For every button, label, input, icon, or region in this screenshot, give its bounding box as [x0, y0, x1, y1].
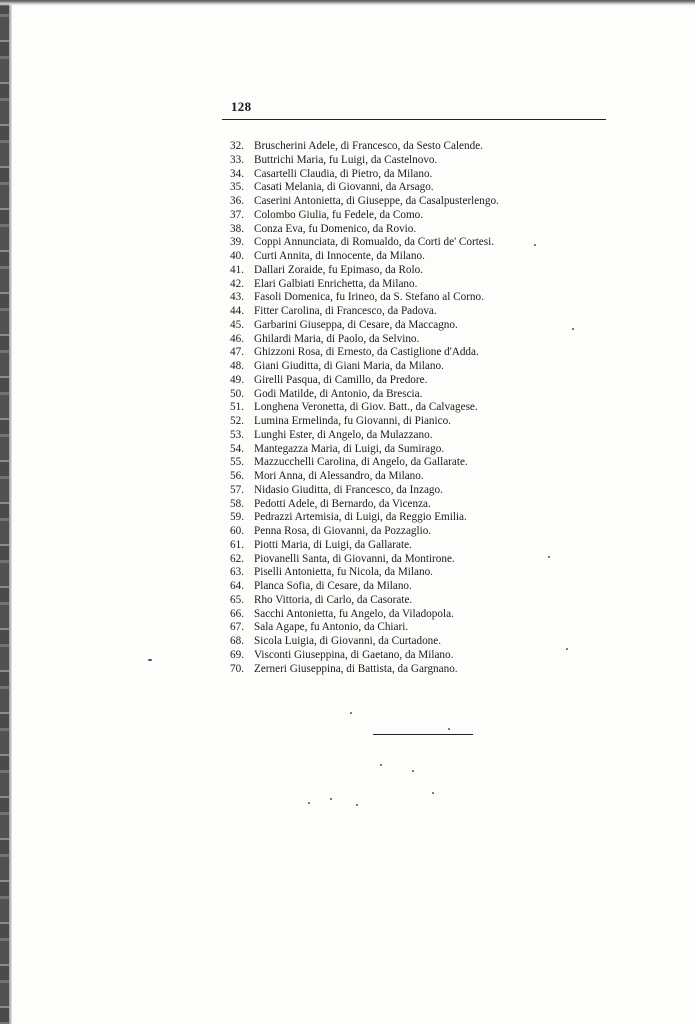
entry-text: Colombo Giulia, fu Fedele, da Como.: [254, 208, 424, 221]
list-item: [230, 319, 499, 333]
entry-number: 36.: [230, 195, 244, 207]
entry-text: Rho Vittoria, di Carlo, da Casorate.: [254, 593, 413, 606]
list-item: [230, 168, 499, 182]
entry-text: Buttrichi Maria, fu Luigi, da Castelnovo.: [254, 153, 438, 166]
entry-text: Casati Melania, di Giovanni, da Arsago.: [254, 181, 434, 194]
entry-number: 52.: [230, 415, 244, 427]
list-item: [230, 360, 499, 374]
list-item: [230, 566, 499, 580]
entry-number: 57.: [230, 483, 244, 496]
scan-speck: [148, 659, 152, 661]
entry-text: Sacchi Antonietta, fu Angelo, da Viladopola.: [254, 607, 454, 620]
header-rule: [222, 119, 606, 120]
entry-number: 62.: [230, 552, 244, 565]
entry-number: 42.: [230, 277, 244, 290]
entry-number: 48.: [230, 360, 244, 372]
entry-text: Ghilardi Maria, di Paolo, da Selvino.: [254, 332, 420, 345]
entry-number: 67.: [230, 621, 244, 634]
top-edge-shadow: [0, 0, 695, 6]
entry-text: Longhena Veronetta, di Giov. Batt., da Calvagese.: [254, 401, 478, 414]
entry-number: 46.: [230, 332, 244, 345]
entry-text: Piovanelli Santa, di Giovanni, da Montirone.: [254, 552, 455, 565]
list-item: [230, 594, 499, 608]
entry-number: 39.: [230, 236, 244, 249]
entry-number: 70.: [230, 662, 244, 675]
entry-number: 45.: [230, 318, 244, 331]
list-item: [230, 429, 499, 443]
list-item: [230, 236, 499, 250]
scan-speck: [534, 244, 536, 246]
list-item: [230, 154, 499, 168]
entry-number: 34.: [230, 167, 244, 180]
entry-text: Dallari Zoraide, fu Epimaso, da Rolo.: [254, 263, 424, 276]
entry-number: 38.: [230, 222, 244, 235]
entry-text: Fasoli Domenica, fu Irineo, da S. Stefano al Corno.: [254, 291, 484, 304]
entry-text: Elari Galbiati Enrichetta, da Milano.: [254, 277, 418, 290]
entry-text: Sicola Luigia, di Giovanni, da Curtadone.: [254, 635, 442, 647]
list-item: [230, 223, 499, 237]
list-item: [230, 525, 499, 539]
entry-number: 60.: [230, 525, 244, 537]
entry-number: 49.: [230, 373, 244, 386]
list-item: [230, 511, 499, 525]
entry-text: Nidasio Giuditta, di Francesco, da Inzago.: [254, 483, 443, 496]
entry-text: Coppi Annunciata, di Romualdo, da Corti de' Cortesi.: [254, 236, 495, 249]
entry-number: 32.: [230, 140, 244, 152]
entry-text: Piotti Maria, di Luigi, da Gallarate.: [254, 538, 412, 551]
list-item: [230, 181, 499, 195]
list-item: [230, 415, 499, 429]
list-item: [230, 539, 499, 553]
scan-speck: [330, 798, 332, 800]
scan-speck: [380, 764, 382, 766]
entry-number: 59.: [230, 511, 244, 524]
list-item: [230, 291, 499, 305]
entry-text: Girelli Pasqua, di Camillo, da Predore.: [254, 373, 428, 386]
list-item: [230, 346, 499, 360]
entry-text: Bruscherini Adele, di Francesco, da Sesto Calende.: [254, 140, 483, 152]
list-item: [230, 388, 499, 402]
entry-text: Mantegazza Maria, di Luigi, da Sumirago.: [254, 442, 445, 455]
list-item: [230, 264, 499, 278]
binding-edge: [0, 0, 9, 1024]
scan-speck: [548, 556, 550, 558]
list-item: [230, 663, 499, 677]
entry-text: Zerneri Giuseppina, di Battista, da Gargnano.: [254, 662, 458, 675]
list-item: [230, 649, 499, 663]
list-item: [230, 209, 499, 223]
scan-speck: [572, 328, 574, 330]
entry-text: Penna Rosa, di Giovanni, da Pozzaglio.: [254, 525, 432, 537]
list-item: [230, 374, 499, 388]
entry-number: 69.: [230, 648, 244, 661]
entry-text: Curti Annita, di Innocente, da Milano.: [254, 250, 425, 262]
list-item: [230, 140, 499, 154]
scan-speck: [448, 728, 450, 730]
end-rule: [373, 734, 473, 735]
entry-number: 68.: [230, 635, 244, 647]
entry-number: 65.: [230, 593, 244, 606]
list-item: [230, 621, 499, 635]
binding-shadow: [9, 0, 12, 1024]
scan-speck: [566, 648, 568, 650]
entry-text: Mazzucchelli Carolina, di Angelo, da Gallarate.: [254, 456, 468, 469]
scan-speck: [356, 804, 358, 806]
entry-text: Piselli Antonietta, fu Nicola, da Milano.: [254, 566, 433, 579]
entry-number: 43.: [230, 291, 244, 304]
entry-number: 37.: [230, 208, 244, 221]
list-item: [230, 553, 499, 567]
entry-number: 56.: [230, 470, 244, 482]
entry-text: Fitter Carolina, di Francesco, da Padova.: [254, 305, 437, 317]
entry-number: 66.: [230, 607, 244, 620]
entry-number: 53.: [230, 428, 244, 441]
list-item: [230, 580, 499, 594]
entry-text: Pedrazzi Artemisia, di Luigi, da Reggio Emilia.: [254, 511, 467, 524]
scan-speck: [432, 792, 434, 794]
entry-text: Planca Sofia, di Cesare, da Milano.: [254, 580, 412, 592]
list-item: [230, 484, 499, 498]
list-item: [230, 333, 499, 347]
entry-number: 55.: [230, 456, 244, 469]
list-item: [230, 456, 499, 470]
list-item: [230, 305, 499, 319]
entry-text: Casartelli Claudia, di Pietro, da Milano.: [254, 167, 433, 180]
list-item: [230, 250, 499, 264]
entry-number: 50.: [230, 387, 244, 400]
list-item: [230, 401, 499, 415]
entry-text: Mori Anna, di Alessandro, da Milano.: [254, 470, 424, 482]
entry-text: Caserini Antonietta, di Giuseppe, da Casalpusterlengo.: [254, 195, 499, 207]
list-item: [230, 470, 499, 484]
list-item: [230, 278, 499, 292]
entry-number: 64.: [230, 580, 244, 592]
entry-number: 54.: [230, 442, 244, 455]
name-list: [230, 140, 499, 676]
scan-speck: [350, 712, 352, 714]
entry-number: 35.: [230, 181, 244, 194]
entry-text: Godi Matilde, di Antonio, da Brescia.: [254, 387, 423, 400]
scan-speck: [412, 770, 414, 772]
entry-number: 63.: [230, 566, 244, 579]
entry-number: 47.: [230, 346, 244, 359]
scan-speck: [308, 802, 310, 804]
entry-number: 51.: [230, 401, 244, 414]
entry-text: Visconti Giuseppina, di Gaetano, da Milano.: [254, 648, 454, 661]
page-number: 128: [231, 99, 252, 114]
list-item: [230, 195, 499, 209]
entry-text: Lunghi Ester, di Angelo, da Mulazzano.: [254, 428, 433, 441]
list-item: [230, 498, 499, 512]
entry-text: Conza Eva, fu Domenico, da Rovio.: [254, 222, 417, 235]
entry-text: Pedotti Adele, di Bernardo, da Vicenza.: [254, 497, 431, 510]
entry-number: 41.: [230, 263, 244, 276]
entry-number: 40.: [230, 250, 244, 262]
entry-number: 58.: [230, 497, 244, 510]
entry-number: 61.: [230, 538, 244, 551]
entry-text: Garbarini Giuseppa, di Cesare, da Maccagno.: [254, 318, 458, 331]
entry-number: 44.: [230, 305, 244, 317]
entry-text: Giani Giuditta, di Giani Maria, da Milano.: [254, 360, 444, 372]
entry-text: Lumina Ermelinda, fu Giovanni, di Pianico.: [254, 415, 451, 427]
list-item: [230, 608, 499, 622]
entry-number: 33.: [230, 153, 244, 166]
entry-text: Ghizzoni Rosa, di Ernesto, da Castiglione d'Adda.: [254, 346, 479, 359]
list-item: [230, 443, 499, 457]
list-item: [230, 635, 499, 649]
entry-text: Sala Agape, fu Antonio, da Chiari.: [254, 621, 409, 634]
